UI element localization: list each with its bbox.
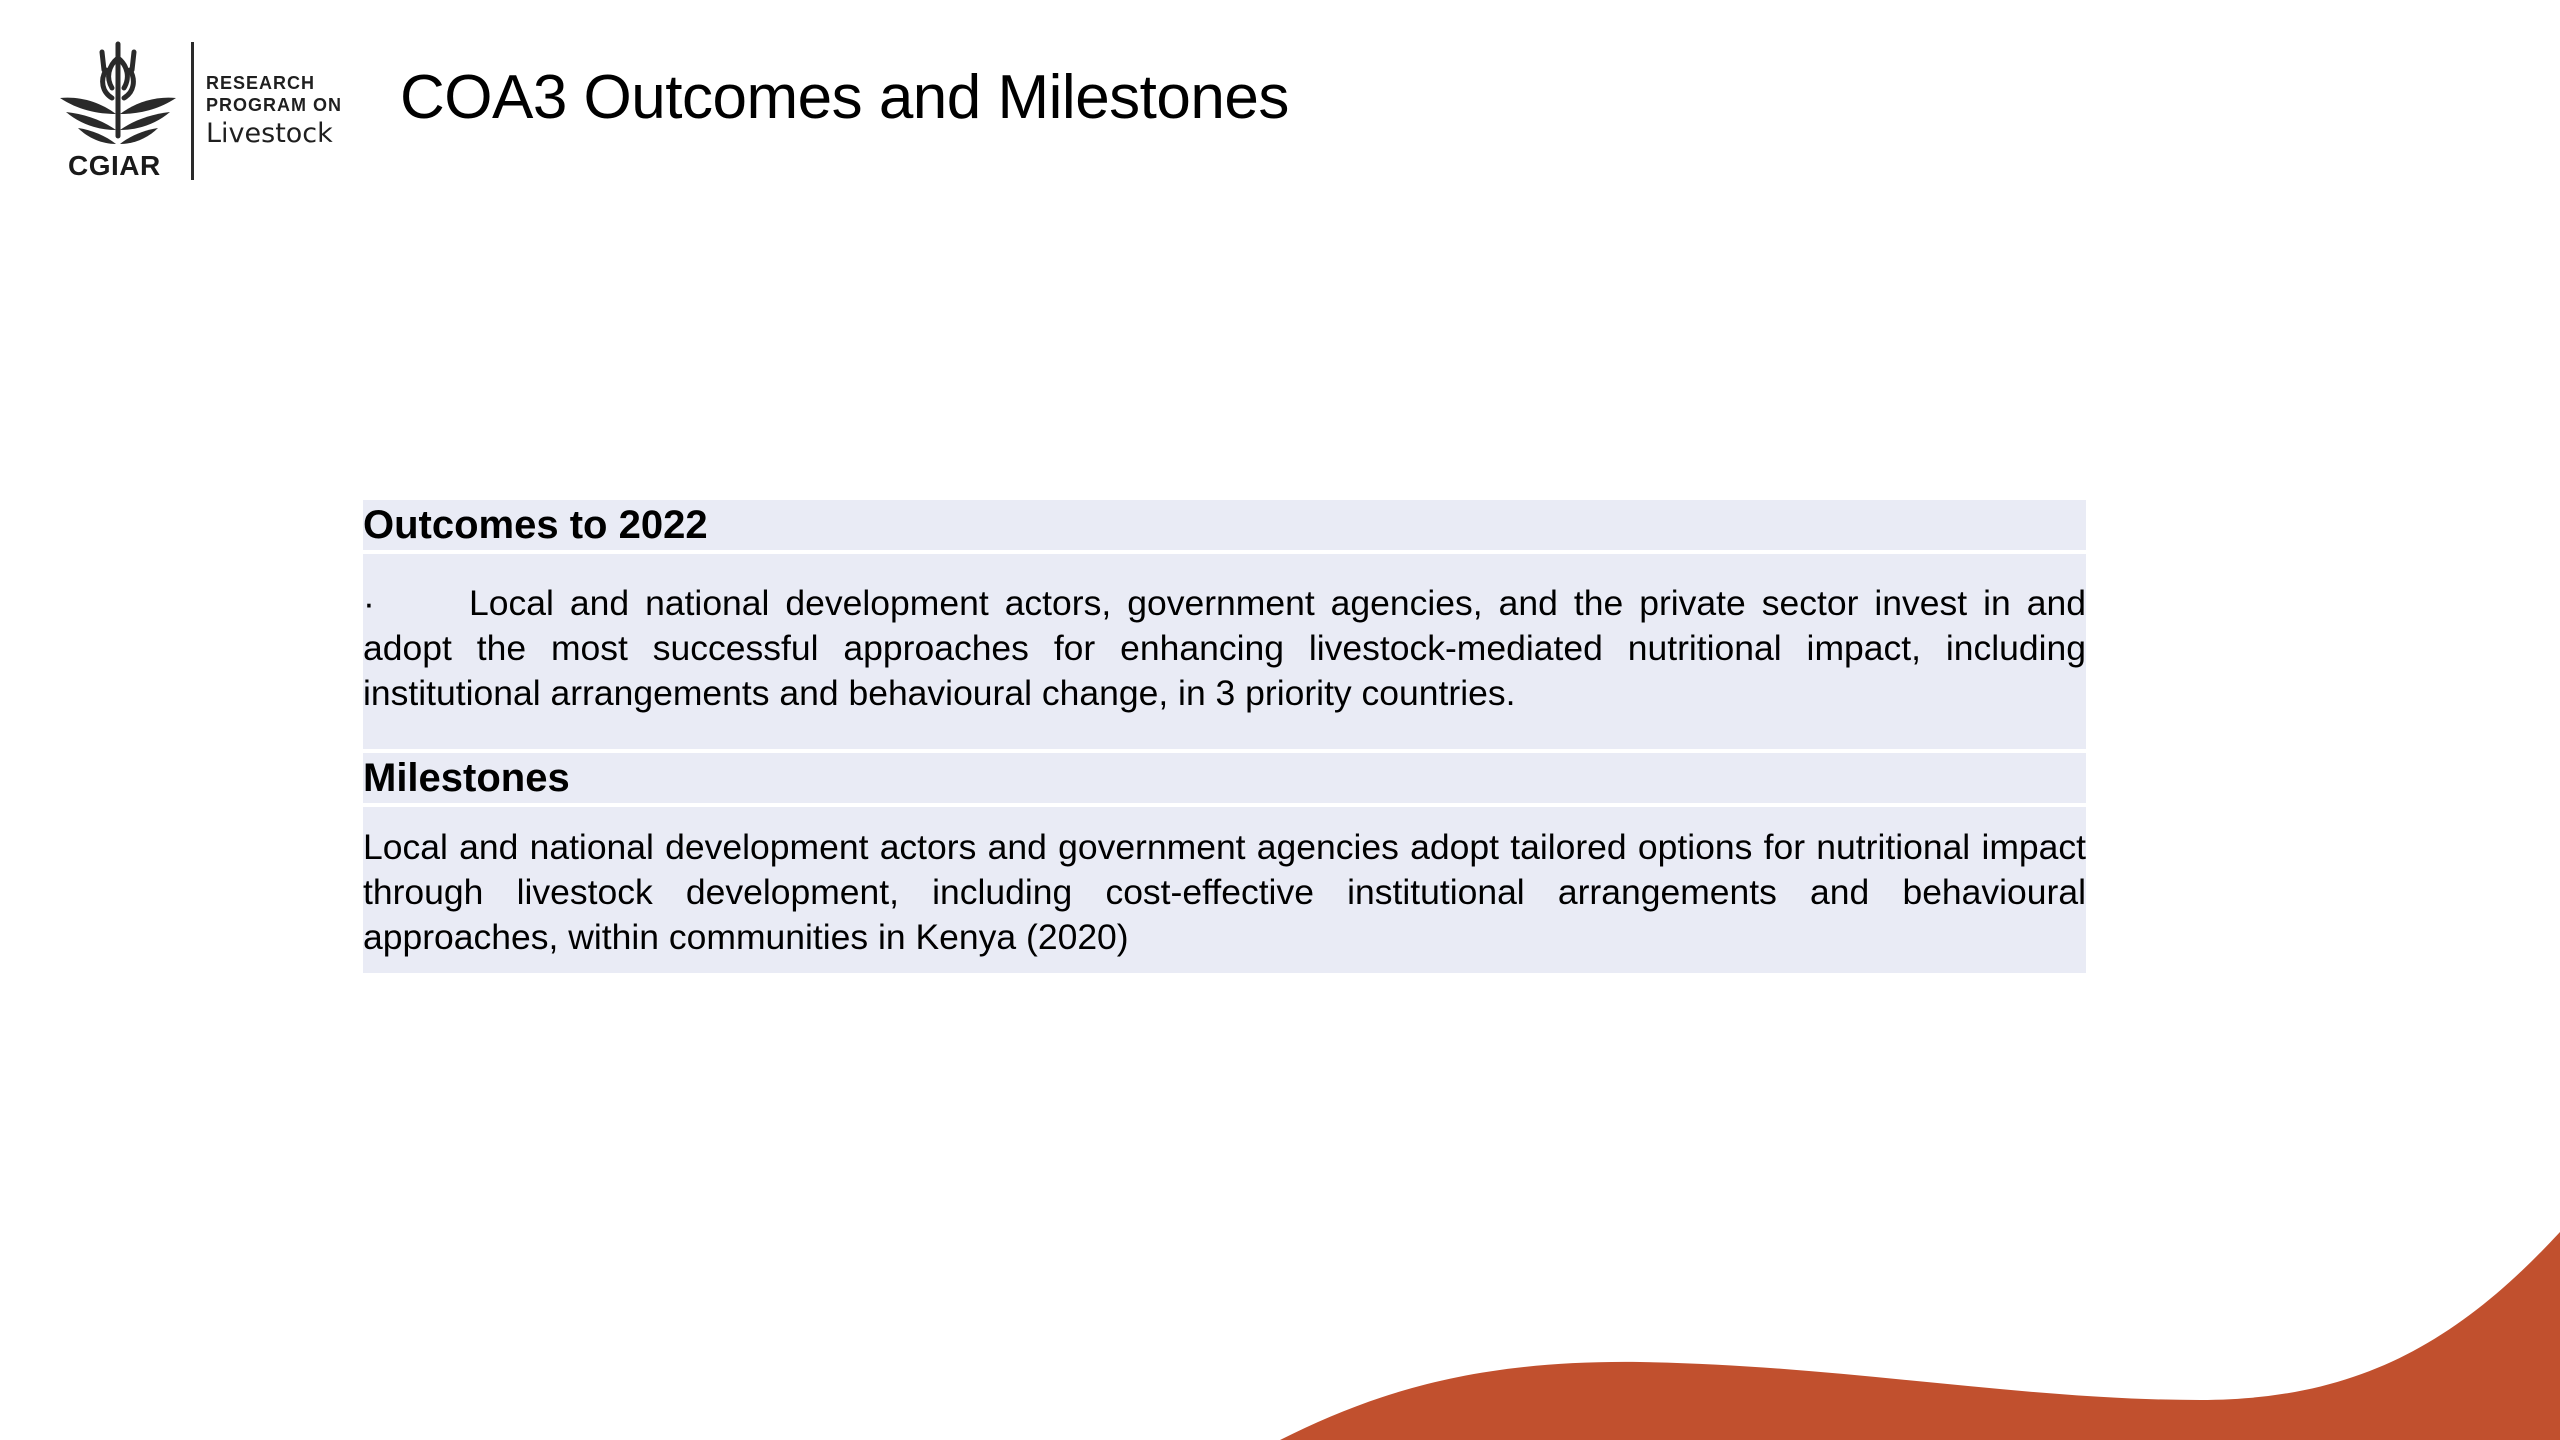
milestones-heading-row bbox=[363, 753, 2086, 803]
milestones-heading: Milestones bbox=[363, 756, 570, 800]
outcomes-heading-row bbox=[363, 500, 2086, 550]
milestones-paragraph: Local and national development actors and government agencies adopt tailored options for nutritional impact through livestock development, including cost-effective institutional arrangements and behavioural approaches, within communities in Kenya (2020) bbox=[363, 827, 2086, 957]
slide-title: COA3 Outcomes and Milestones bbox=[400, 63, 1289, 132]
logo-program-text bbox=[206, 72, 342, 151]
outcomes-text: Local and national development actors, government agencies, and the private sector invest in and adopt the most successful approaches for enhancing livestock-mediated nutritional impact, including institutional arrangements and behavioural change, in 3 priority countries. bbox=[363, 583, 2086, 713]
outcomes-milestones-table bbox=[363, 500, 2086, 973]
orange-wave-shape bbox=[1280, 1232, 2560, 1440]
logo-org-name: CGIAR bbox=[68, 150, 161, 181]
logo-line-livestock: Livestock bbox=[206, 118, 333, 149]
cgiar-livestock-logo bbox=[56, 40, 356, 190]
logo-line-program-on: PROGRAM ON bbox=[206, 95, 342, 115]
milestones-body-row bbox=[363, 807, 2086, 973]
logo-line-research: RESEARCH bbox=[206, 73, 316, 93]
logo-divider bbox=[191, 42, 194, 180]
outcomes-paragraph bbox=[363, 581, 2086, 716]
outcomes-heading: Outcomes to 2022 bbox=[363, 503, 708, 547]
outcomes-body-row bbox=[363, 554, 2086, 749]
bullet-marker: · bbox=[363, 583, 375, 623]
